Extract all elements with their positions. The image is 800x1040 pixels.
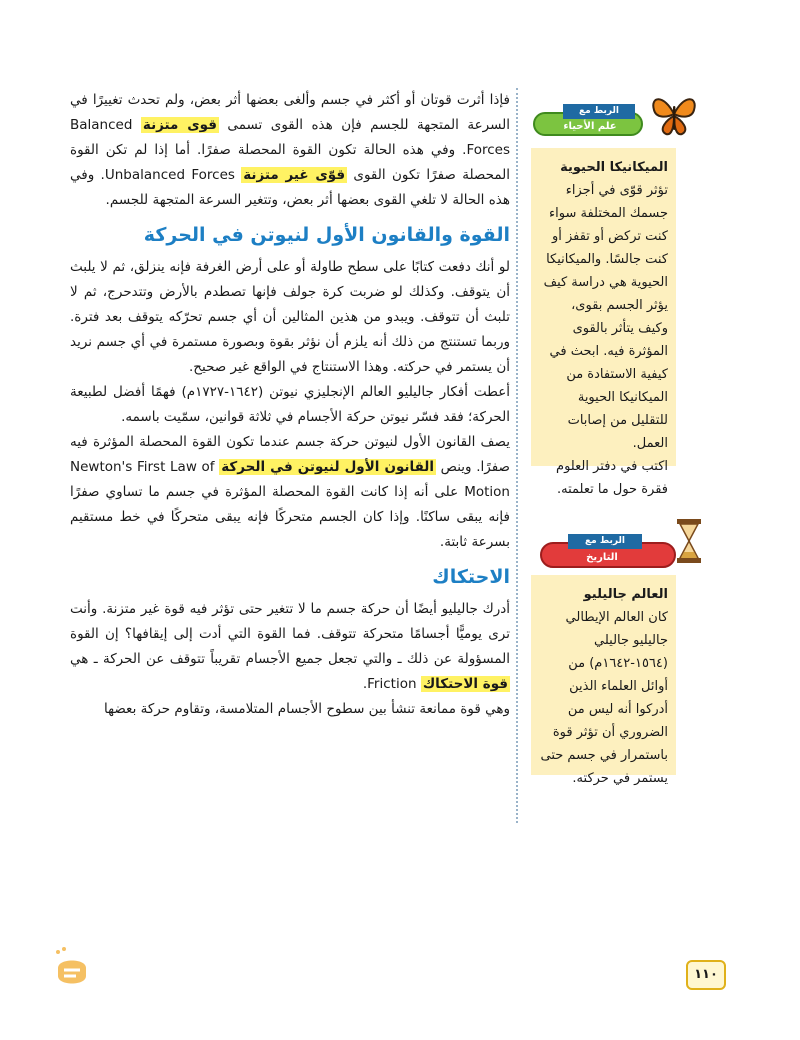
main-column xyxy=(70,88,510,722)
term-balanced-forces: قوى متزنة xyxy=(142,117,217,133)
history-connection-banner xyxy=(540,532,670,572)
biology-connection-banner xyxy=(533,104,643,140)
term-unbalanced-forces: قوّى غير متزنة xyxy=(243,167,346,183)
paragraph-sliding-book: لو أنك دفعت كتابًا على سطح طاولة أو على أرض الغرفة فإنه ينزلق، ثم لا يلبث أن يتوقف. وكذلك لو ضربت كرة جولف فإنها تصطدم بالأرض وتتدحرج، ثم لا تلبث أن تتوقف. ويبدو من هذين المثالين أن أي جسم تحرّكه يتوقف بعد فترة. وربما تستنتج من ذلك أنه يلزم أن نؤثر بقوة وبصورة مستمرة في أي جسم نريد أن يستمر في حركته. وهذا الاستنتاج في الواقع غير صحيح. xyxy=(70,259,510,375)
heading-newton-first-law: القوة والقانون الأول لنيوتن في الحركة xyxy=(143,224,510,246)
sidebar-body: تؤثر قوّى في أجزاء جسمك المختلفة سواء كنت تركض أو تقفز أو كنت جالسًا. والميكانيكا الحيوية هي دراسة كيف يؤثر الجسم بقوى، وكيف يتأثر بالقوى المؤثرة فيه. ابحث في كيفية الاستفادة من الميكانيكا الحيوية للتقليل من إصابات العمل. xyxy=(543,183,668,451)
biology-connection-box xyxy=(531,148,676,497)
banner-tag: الربط مع xyxy=(563,104,635,119)
sidebar-body: كان العالم الإيطالي جاليليو جاليلي (١٥٦٤-١٦٤٢م) من أوائل العلماء الذين أدركوا أنه ليس من الضروري أن تؤثر قوة باستمرار في جسم حتى يستمر في حركته. xyxy=(540,610,668,786)
heading-friction: الاحتكاك xyxy=(432,566,510,588)
banner-tag: الربط مع xyxy=(568,534,642,549)
sidebar-task: اكتب في دفتر العلوم فقرة حول ما تعلمته. xyxy=(556,459,668,497)
column-divider xyxy=(516,88,518,823)
paragraph-friction-definition: وهي قوة ممانعة تنشأ بين سطوح الأجسام المتلامسة، وتقاوم حركة بعضها xyxy=(104,701,510,717)
paragraph-friction: أدرك جاليليو أيضًا أن حركة جسم ما لا تتغير حتى تؤثر فيه قوة غير متزنة. وأنت ترى يوميًّا أجسامًا متحركة تتوقف. فما القوة التي أدت إلى إيقافها؟ إن القوة المسؤولة عن ذلك ـ والتي تجعل جميع الأجسام تقريباً تتوقف عن الحركة ـ هي قوة الاحتكاك Friction. xyxy=(70,601,510,692)
page-number: ١١٠ xyxy=(686,960,726,990)
hourglass-icon xyxy=(676,518,702,564)
term-friction-en: Friction xyxy=(367,676,417,692)
paragraph-balanced-forces: فإذا أثرت قوتان أو أكثر في جسم وألغى بعضها أثر بعض، ولم تحدث تغييرًا في السرعة المتجهة للجسم فإن هذه القوى تسمى قوى متزنة Balanced Forces. وفي هذه الحالة تكون القوة المحصلة صفرًا. أما إذا لم تكن القوة المحصلة صفرًا تكون القوى قوّى غير متزنة Unbalanced Forces. وفي هذه الحالة لا تلغي القوى بعضها أثر بعض، وتتغير السرعة المتجهة للجسم. xyxy=(70,92,511,208)
term-balanced-forces-en: Balanced Forces xyxy=(70,117,510,158)
banner-subject: التاريخ xyxy=(586,552,618,563)
history-connection-box xyxy=(531,575,676,786)
butterfly-icon xyxy=(648,92,700,138)
publisher-logo-icon xyxy=(52,946,94,990)
term-newton-first-law-en: Newton's First Law of Motion xyxy=(70,459,510,500)
banner-subject: علم الأحياء xyxy=(563,121,617,132)
term-unbalanced-forces-en: Unbalanced Forces xyxy=(104,167,235,183)
sidebar-title: العالم جاليليو xyxy=(583,587,668,602)
paragraph-first-law: يصف القانون الأول لنيوتن حركة جسم عندما تكون القوة المحصلة المؤثرة فيه صفرًا. وينص القانون الأول لنيوتن في الحركة Newton's First Law of Motion على أنه إذا كانت القوة المحصلة المؤثرة في جسم ما تساوي صفرًا فإنه يبقى ساكنًا. وإذا كان الجسم متحركًا فإنه يبقى متحركًا في خط مستقيم بسرعة ثابتة. xyxy=(70,434,510,550)
paragraph-newton-ideas: أعطت أفكار جاليليو العالم الإنجليزي نيوتن (١٦٤٢-١٧٢٧م) فهمًا أفضل لطبيعة الحركة؛ فقد فسّر نيوتن حركة الأجسام في ثلاثة قوانين، سمّيت باسمه. xyxy=(70,384,510,425)
term-newton-first-law: القانون الأول لنيوتن في الحركة xyxy=(221,459,434,475)
term-friction: قوة الاحتكاك xyxy=(422,676,508,692)
sidebar-title: الميكانيكا الحيوية xyxy=(560,160,668,175)
